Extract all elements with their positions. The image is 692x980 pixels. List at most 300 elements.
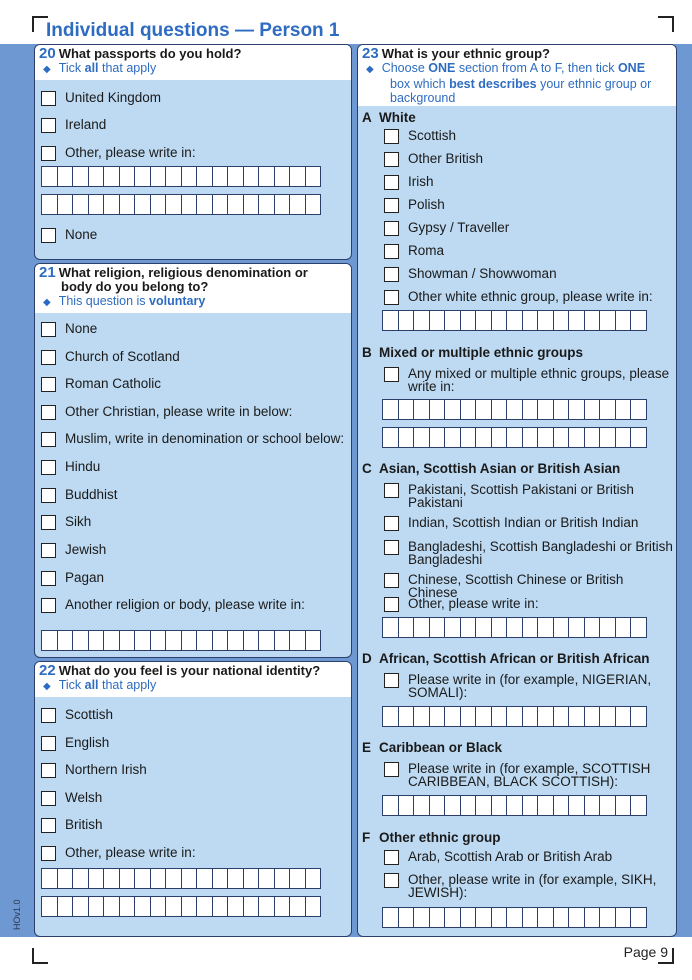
character-box[interactable]	[103, 868, 120, 889]
option-other-british[interactable]: Other British	[364, 152, 483, 167]
option-mixed[interactable]: Any mixed or multiple ethnic groups, please write in:	[364, 367, 669, 393]
checkbox[interactable]	[384, 573, 399, 588]
character-box[interactable]	[305, 630, 322, 651]
checkbox[interactable]	[384, 129, 399, 144]
checkbox[interactable]	[41, 708, 56, 723]
character-box[interactable]	[491, 795, 508, 816]
character-box[interactable]	[599, 795, 616, 816]
checkbox[interactable]	[41, 543, 56, 558]
character-box[interactable]	[429, 706, 446, 727]
character-box[interactable]	[413, 907, 430, 928]
character-box[interactable]	[506, 617, 523, 638]
option-white-scottish[interactable]: Scottish	[364, 129, 456, 144]
question-title: What religion, religious denomination or	[58, 265, 308, 280]
character-box[interactable]	[584, 907, 601, 928]
write-in-boxes[interactable]	[382, 617, 646, 638]
character-box[interactable]	[274, 868, 291, 889]
character-box[interactable]	[475, 427, 492, 448]
character-box[interactable]	[103, 630, 120, 651]
character-box[interactable]	[584, 399, 601, 420]
checkbox[interactable]	[41, 228, 56, 243]
character-box[interactable]	[506, 907, 523, 928]
option-united-kingdom[interactable]: United Kingdom	[41, 91, 161, 106]
character-box[interactable]	[88, 630, 105, 651]
character-box[interactable]	[460, 907, 477, 928]
character-box[interactable]	[553, 706, 570, 727]
write-in-boxes[interactable]	[41, 630, 320, 651]
checkbox[interactable]	[41, 405, 56, 420]
character-box[interactable]	[382, 795, 399, 816]
option-polish[interactable]: Polish	[364, 198, 445, 213]
character-box[interactable]	[181, 630, 198, 651]
option-british[interactable]: British	[41, 818, 103, 833]
character-box[interactable]	[72, 896, 89, 917]
character-box[interactable]	[475, 795, 492, 816]
character-box[interactable]	[553, 310, 570, 331]
character-box[interactable]	[630, 706, 647, 727]
checkbox[interactable]	[384, 367, 399, 382]
character-box[interactable]	[150, 896, 167, 917]
character-box[interactable]	[289, 896, 306, 917]
character-box[interactable]	[460, 617, 477, 638]
character-box[interactable]	[119, 194, 136, 215]
option-gypsy-traveller[interactable]: Gypsy / Traveller	[364, 221, 509, 236]
character-box[interactable]	[103, 896, 120, 917]
option-showman[interactable]: Showman / Showwoman	[364, 267, 557, 282]
character-box[interactable]	[506, 310, 523, 331]
character-box[interactable]	[382, 617, 399, 638]
character-box[interactable]	[475, 399, 492, 420]
option-scottish[interactable]: Scottish	[41, 708, 113, 723]
checkbox[interactable]	[41, 91, 56, 106]
checkbox[interactable]	[41, 736, 56, 751]
character-box[interactable]	[196, 166, 213, 187]
character-box[interactable]	[568, 907, 585, 928]
character-box[interactable]	[57, 896, 74, 917]
character-box[interactable]	[103, 166, 120, 187]
character-box[interactable]	[181, 868, 198, 889]
character-box[interactable]	[491, 427, 508, 448]
character-box[interactable]	[41, 868, 58, 889]
character-box[interactable]	[553, 617, 570, 638]
character-box[interactable]	[119, 630, 136, 651]
character-box[interactable]	[274, 166, 291, 187]
character-box[interactable]	[196, 868, 213, 889]
character-box[interactable]	[584, 617, 601, 638]
character-box[interactable]	[196, 194, 213, 215]
character-box[interactable]	[413, 399, 430, 420]
option-english[interactable]: English	[41, 736, 109, 751]
checkbox[interactable]	[41, 791, 56, 806]
character-box[interactable]	[181, 896, 198, 917]
write-in-boxes[interactable]	[382, 427, 646, 448]
character-box[interactable]	[615, 706, 632, 727]
character-box[interactable]	[491, 706, 508, 727]
character-box[interactable]	[475, 310, 492, 331]
character-box[interactable]	[444, 907, 461, 928]
character-box[interactable]	[289, 868, 306, 889]
character-box[interactable]	[258, 166, 275, 187]
character-box[interactable]	[444, 706, 461, 727]
checkbox[interactable]	[384, 198, 399, 213]
character-box[interactable]	[72, 868, 89, 889]
character-box[interactable]	[72, 194, 89, 215]
character-box[interactable]	[460, 310, 477, 331]
character-box[interactable]	[274, 630, 291, 651]
write-in-boxes[interactable]	[41, 194, 320, 215]
character-box[interactable]	[119, 868, 136, 889]
option-other-ethnic[interactable]: Other, please write in (for example, SIKH, JEWISH):	[364, 873, 656, 899]
character-box[interactable]	[103, 194, 120, 215]
character-box[interactable]	[165, 630, 182, 651]
option-muslim[interactable]: Muslim, write in denomination or school below:	[41, 432, 344, 447]
character-box[interactable]	[460, 706, 477, 727]
character-box[interactable]	[382, 706, 399, 727]
character-box[interactable]	[212, 630, 229, 651]
character-box[interactable]	[212, 896, 229, 917]
character-box[interactable]	[568, 399, 585, 420]
character-box[interactable]	[150, 194, 167, 215]
character-box[interactable]	[429, 427, 446, 448]
character-box[interactable]	[537, 795, 554, 816]
character-box[interactable]	[227, 868, 244, 889]
character-box[interactable]	[212, 868, 229, 889]
character-box[interactable]	[615, 310, 632, 331]
character-box[interactable]	[243, 896, 260, 917]
option-jewish[interactable]: Jewish	[41, 543, 106, 558]
option-other-passport[interactable]: Other, please write in:	[41, 146, 196, 161]
character-box[interactable]	[41, 630, 58, 651]
character-box[interactable]	[72, 630, 89, 651]
character-box[interactable]	[165, 896, 182, 917]
character-box[interactable]	[150, 166, 167, 187]
checkbox[interactable]	[384, 850, 399, 865]
character-box[interactable]	[522, 310, 539, 331]
character-box[interactable]	[491, 310, 508, 331]
checkbox[interactable]	[384, 540, 399, 555]
character-box[interactable]	[444, 617, 461, 638]
character-box[interactable]	[506, 399, 523, 420]
checkbox[interactable]	[41, 377, 56, 392]
character-box[interactable]	[289, 630, 306, 651]
character-box[interactable]	[413, 795, 430, 816]
character-box[interactable]	[57, 166, 74, 187]
character-box[interactable]	[599, 617, 616, 638]
character-box[interactable]	[289, 166, 306, 187]
character-box[interactable]	[227, 896, 244, 917]
option-another-religion[interactable]: Another religion or body, please write in:	[41, 598, 305, 613]
write-in-boxes[interactable]	[382, 795, 646, 816]
character-box[interactable]	[475, 907, 492, 928]
checkbox[interactable]	[41, 488, 56, 503]
option-indian[interactable]: Indian, Scottish Indian or British Indian	[364, 516, 638, 531]
option-african[interactable]: Please write in (for example, NIGERIAN, SOMALI):	[364, 673, 651, 699]
character-box[interactable]	[537, 427, 554, 448]
checkbox[interactable]	[41, 350, 56, 365]
character-box[interactable]	[398, 795, 415, 816]
character-box[interactable]	[305, 166, 322, 187]
character-box[interactable]	[413, 706, 430, 727]
character-box[interactable]	[537, 617, 554, 638]
character-box[interactable]	[615, 427, 632, 448]
character-box[interactable]	[491, 907, 508, 928]
checkbox[interactable]	[41, 818, 56, 833]
character-box[interactable]	[243, 166, 260, 187]
option-church-of-scotland[interactable]: Church of Scotland	[41, 350, 180, 365]
character-box[interactable]	[615, 907, 632, 928]
character-box[interactable]	[630, 795, 647, 816]
checkbox[interactable]	[384, 673, 399, 688]
write-in-boxes[interactable]	[382, 706, 646, 727]
character-box[interactable]	[165, 166, 182, 187]
character-box[interactable]	[212, 194, 229, 215]
character-box[interactable]	[553, 795, 570, 816]
character-box[interactable]	[568, 310, 585, 331]
checkbox[interactable]	[41, 460, 56, 475]
character-box[interactable]	[475, 617, 492, 638]
checkbox[interactable]	[384, 290, 399, 305]
character-box[interactable]	[537, 706, 554, 727]
option-none[interactable]: None	[41, 322, 97, 337]
character-box[interactable]	[568, 617, 585, 638]
character-box[interactable]	[57, 868, 74, 889]
option-roman-catholic[interactable]: Roman Catholic	[41, 377, 161, 392]
option-ireland[interactable]: Ireland	[41, 118, 106, 133]
character-box[interactable]	[134, 166, 151, 187]
character-box[interactable]	[599, 706, 616, 727]
character-box[interactable]	[88, 166, 105, 187]
character-box[interactable]	[491, 399, 508, 420]
write-in-boxes[interactable]	[41, 896, 320, 917]
character-box[interactable]	[429, 617, 446, 638]
character-box[interactable]	[398, 907, 415, 928]
character-box[interactable]	[57, 194, 74, 215]
write-in-boxes[interactable]	[382, 399, 646, 420]
character-box[interactable]	[522, 399, 539, 420]
character-box[interactable]	[72, 166, 89, 187]
character-box[interactable]	[382, 907, 399, 928]
character-box[interactable]	[630, 310, 647, 331]
character-box[interactable]	[615, 399, 632, 420]
option-buddhist[interactable]: Buddhist	[41, 488, 118, 503]
checkbox[interactable]	[384, 152, 399, 167]
character-box[interactable]	[429, 795, 446, 816]
option-other-white[interactable]: Other white ethnic group, please write in:	[364, 290, 653, 305]
checkbox[interactable]	[41, 571, 56, 586]
character-box[interactable]	[134, 630, 151, 651]
option-welsh[interactable]: Welsh	[41, 791, 102, 806]
character-box[interactable]	[506, 427, 523, 448]
character-box[interactable]	[134, 868, 151, 889]
character-box[interactable]	[522, 427, 539, 448]
checkbox[interactable]	[384, 597, 399, 612]
character-box[interactable]	[305, 194, 322, 215]
checkbox[interactable]	[384, 516, 399, 531]
option-pagan[interactable]: Pagan	[41, 571, 104, 586]
character-box[interactable]	[568, 795, 585, 816]
character-box[interactable]	[274, 896, 291, 917]
character-box[interactable]	[196, 630, 213, 651]
character-box[interactable]	[243, 630, 260, 651]
character-box[interactable]	[227, 194, 244, 215]
character-box[interactable]	[584, 706, 601, 727]
checkbox[interactable]	[384, 221, 399, 236]
character-box[interactable]	[599, 399, 616, 420]
character-box[interactable]	[599, 907, 616, 928]
checkbox[interactable]	[41, 432, 56, 447]
option-northern-irish[interactable]: Northern Irish	[41, 763, 147, 778]
character-box[interactable]	[382, 427, 399, 448]
character-box[interactable]	[181, 194, 198, 215]
option-pakistani[interactable]: Pakistani, Scottish Pakistani or British Pakistani	[364, 483, 634, 509]
character-box[interactable]	[305, 868, 322, 889]
character-box[interactable]	[413, 310, 430, 331]
character-box[interactable]	[413, 427, 430, 448]
character-box[interactable]	[630, 427, 647, 448]
character-box[interactable]	[444, 427, 461, 448]
character-box[interactable]	[475, 706, 492, 727]
character-box[interactable]	[584, 795, 601, 816]
option-hindu[interactable]: Hindu	[41, 460, 100, 475]
character-box[interactable]	[537, 907, 554, 928]
character-box[interactable]	[460, 795, 477, 816]
character-box[interactable]	[568, 706, 585, 727]
character-box[interactable]	[150, 630, 167, 651]
character-box[interactable]	[460, 399, 477, 420]
checkbox[interactable]	[384, 762, 399, 777]
character-box[interactable]	[584, 310, 601, 331]
checkbox[interactable]	[41, 846, 56, 861]
character-box[interactable]	[413, 617, 430, 638]
option-sikh[interactable]: Sikh	[41, 515, 91, 530]
character-box[interactable]	[599, 310, 616, 331]
character-box[interactable]	[429, 907, 446, 928]
character-box[interactable]	[506, 795, 523, 816]
character-box[interactable]	[119, 166, 136, 187]
option-other-asian[interactable]: Other, please write in:	[364, 597, 539, 612]
character-box[interactable]	[41, 194, 58, 215]
character-box[interactable]	[165, 868, 182, 889]
character-box[interactable]	[212, 166, 229, 187]
character-box[interactable]	[553, 427, 570, 448]
character-box[interactable]	[444, 399, 461, 420]
character-box[interactable]	[444, 795, 461, 816]
write-in-boxes[interactable]	[41, 868, 320, 889]
character-box[interactable]	[134, 896, 151, 917]
checkbox[interactable]	[384, 175, 399, 190]
character-box[interactable]	[429, 310, 446, 331]
character-box[interactable]	[553, 399, 570, 420]
character-box[interactable]	[258, 194, 275, 215]
character-box[interactable]	[41, 896, 58, 917]
character-box[interactable]	[165, 194, 182, 215]
character-box[interactable]	[522, 907, 539, 928]
option-none[interactable]: None	[41, 228, 97, 243]
character-box[interactable]	[227, 166, 244, 187]
character-box[interactable]	[258, 868, 275, 889]
write-in-boxes[interactable]	[382, 907, 646, 928]
character-box[interactable]	[537, 310, 554, 331]
checkbox[interactable]	[384, 267, 399, 282]
character-box[interactable]	[119, 896, 136, 917]
character-box[interactable]	[522, 795, 539, 816]
checkbox[interactable]	[41, 515, 56, 530]
character-box[interactable]	[522, 706, 539, 727]
checkbox[interactable]	[41, 598, 56, 613]
checkbox[interactable]	[41, 763, 56, 778]
character-box[interactable]	[444, 310, 461, 331]
checkbox[interactable]	[41, 146, 56, 161]
option-arab[interactable]: Arab, Scottish Arab or British Arab	[364, 850, 612, 865]
character-box[interactable]	[398, 427, 415, 448]
character-box[interactable]	[398, 399, 415, 420]
character-box[interactable]	[429, 399, 446, 420]
character-box[interactable]	[522, 617, 539, 638]
character-box[interactable]	[615, 617, 632, 638]
checkbox[interactable]	[384, 244, 399, 259]
option-roma[interactable]: Roma	[364, 244, 444, 259]
checkbox[interactable]	[384, 873, 399, 888]
character-box[interactable]	[630, 617, 647, 638]
write-in-boxes[interactable]	[41, 166, 320, 187]
character-box[interactable]	[227, 630, 244, 651]
character-box[interactable]	[584, 427, 601, 448]
character-box[interactable]	[258, 896, 275, 917]
character-box[interactable]	[537, 399, 554, 420]
character-box[interactable]	[568, 427, 585, 448]
option-other-christian[interactable]: Other Christian, please write in below:	[41, 405, 292, 420]
character-box[interactable]	[599, 427, 616, 448]
checkbox[interactable]	[384, 483, 399, 498]
character-box[interactable]	[258, 630, 275, 651]
checkbox[interactable]	[41, 118, 56, 133]
option-caribbean[interactable]: Please write in (for example, SCOTTISH CARIBBEAN, BLACK SCOTTISH):	[364, 762, 650, 788]
character-box[interactable]	[134, 194, 151, 215]
character-box[interactable]	[382, 310, 399, 331]
character-box[interactable]	[553, 907, 570, 928]
checkbox[interactable]	[41, 322, 56, 337]
option-irish[interactable]: Irish	[364, 175, 434, 190]
character-box[interactable]	[398, 706, 415, 727]
character-box[interactable]	[274, 194, 291, 215]
character-box[interactable]	[305, 896, 322, 917]
character-box[interactable]	[181, 166, 198, 187]
character-box[interactable]	[382, 399, 399, 420]
character-box[interactable]	[506, 706, 523, 727]
character-box[interactable]	[196, 896, 213, 917]
character-box[interactable]	[398, 617, 415, 638]
character-box[interactable]	[460, 427, 477, 448]
character-box[interactable]	[57, 630, 74, 651]
character-box[interactable]	[491, 617, 508, 638]
character-box[interactable]	[88, 868, 105, 889]
option-chinese[interactable]: Chinese, Scottish Chinese or British Chinese	[364, 573, 676, 599]
character-box[interactable]	[243, 194, 260, 215]
character-box[interactable]	[88, 194, 105, 215]
character-box[interactable]	[41, 166, 58, 187]
character-box[interactable]	[243, 868, 260, 889]
character-box[interactable]	[150, 868, 167, 889]
character-box[interactable]	[615, 795, 632, 816]
character-box[interactable]	[88, 896, 105, 917]
write-in-boxes[interactable]	[382, 310, 646, 331]
character-box[interactable]	[630, 907, 647, 928]
character-box[interactable]	[289, 194, 306, 215]
character-box[interactable]	[630, 399, 647, 420]
option-bangladeshi[interactable]: Bangladeshi, Scottish Bangladeshi or British Bangladeshi	[364, 540, 673, 566]
character-box[interactable]	[398, 310, 415, 331]
option-other-identity[interactable]: Other, please write in:	[41, 846, 196, 861]
